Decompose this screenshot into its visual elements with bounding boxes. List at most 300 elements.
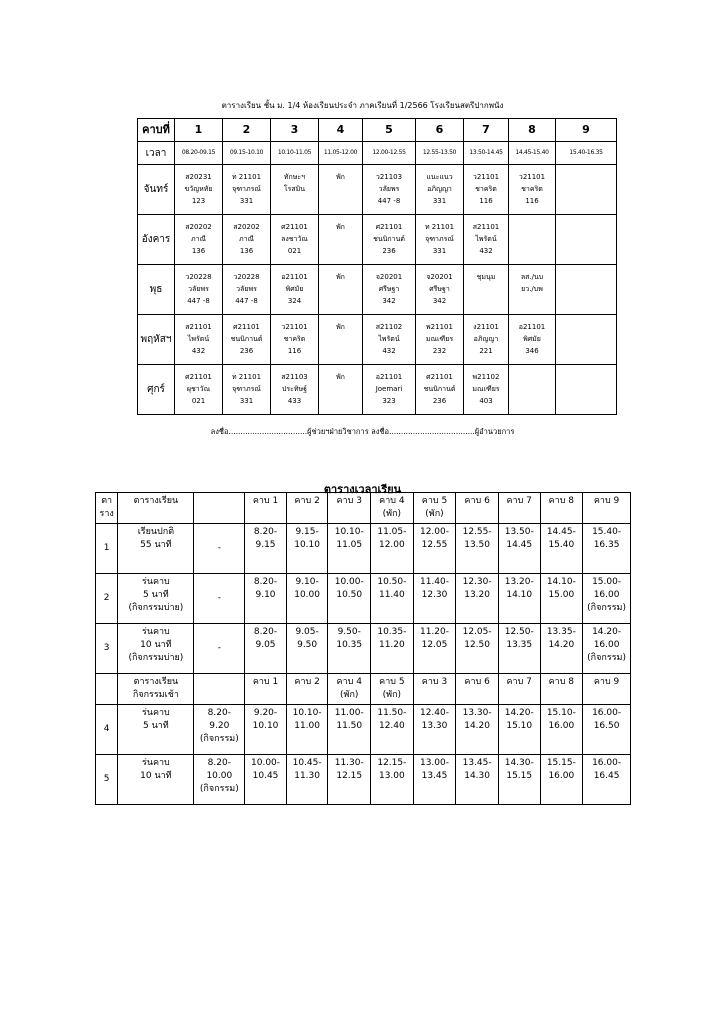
cell-line: 11.50- xyxy=(377,708,407,718)
schedule-cell xyxy=(175,265,223,315)
cell-line: วลัยพร xyxy=(188,285,209,293)
schedule-cell xyxy=(271,315,319,365)
cell-line: 9.20 xyxy=(209,721,230,731)
schedule-cell xyxy=(363,165,416,215)
cell-line: 16.00 xyxy=(548,771,575,781)
timing-slot xyxy=(456,705,499,755)
cell-line: ไพรัตน์ xyxy=(475,235,497,243)
cell-line: 12.50- xyxy=(504,627,534,637)
cell-line: 14.20 xyxy=(464,721,490,731)
timing-slot xyxy=(245,705,287,755)
cell-line: ร่นคาบ xyxy=(142,627,170,637)
cell-line: 13.45- xyxy=(462,758,492,768)
cell-line: 14.10 xyxy=(506,590,533,600)
period-time: 10.10-11.05 xyxy=(271,142,319,165)
period-time: 08.20-09.15 xyxy=(175,142,223,165)
period-number: 9 xyxy=(556,119,617,142)
day-name: พุธ xyxy=(138,265,175,315)
schedule-cell xyxy=(556,315,617,365)
timing-slot xyxy=(498,624,540,674)
timing-period-header xyxy=(328,674,371,705)
schedule-cell xyxy=(509,365,556,415)
cell-line: 55 นาที xyxy=(140,540,172,550)
cell-line: 5 นาที xyxy=(143,721,169,731)
cell-line: - xyxy=(217,593,221,603)
schedule-cell xyxy=(175,365,223,415)
timing-row-name xyxy=(118,624,194,674)
timing-subheader-row xyxy=(96,674,631,705)
cell-line: 447 -8 xyxy=(235,297,258,305)
cell-line: 433 xyxy=(287,397,302,405)
timing-slot xyxy=(413,574,456,624)
cell-line: จุฑาภรณ์ xyxy=(425,235,454,243)
cell-line: 12.15 xyxy=(336,771,363,781)
cell-line: ว20228 xyxy=(185,273,212,281)
schedule-cell xyxy=(464,165,509,215)
cell-line: - xyxy=(217,643,221,653)
cell-line: 13.45 xyxy=(421,771,448,781)
schedule-cell xyxy=(271,265,319,315)
cell-line: คาบ 1 xyxy=(252,496,279,506)
cell-line: 432 xyxy=(191,347,206,355)
page-title: ตารางเรียน ชั้น ม. 1/4 ห้องเรียนประจำ ภาคเรียนที่ 1/2566 โรงเรียนสตรีปากพนัง xyxy=(221,101,504,110)
period-time: 09.15-10.10 xyxy=(223,142,271,165)
timing-slot xyxy=(286,755,328,805)
schedule-cell xyxy=(319,165,363,215)
cell-line: (กิจกรรม) xyxy=(587,603,626,613)
cell-line: ชนนิกานต์ xyxy=(373,235,405,243)
period-number: 8 xyxy=(509,119,556,142)
timing-header-cell xyxy=(96,493,118,524)
cell-line: 9.50- xyxy=(337,627,361,637)
timing-pre-slot xyxy=(194,524,245,574)
schedule-header-row xyxy=(138,119,617,142)
timing-row-number: 5 xyxy=(96,755,118,805)
period-time: 12.00-12.55 xyxy=(363,142,416,165)
cell-line: 14.30 xyxy=(464,771,490,781)
cell-line: 15.15- xyxy=(546,758,576,768)
cell-line: 14.20 xyxy=(548,640,575,650)
cell-line: 13.20 xyxy=(464,590,490,600)
timing-row xyxy=(96,624,631,674)
cell-line: 14.30- xyxy=(504,758,534,768)
cell-line: 11.30 xyxy=(294,771,320,781)
cell-line: 10.45 xyxy=(252,771,279,781)
cell-line: ว21101 xyxy=(472,173,500,181)
cell-line: พัก xyxy=(336,323,345,331)
timing-row xyxy=(96,574,631,624)
period-time: 13.50-14.45 xyxy=(464,142,509,165)
timing-slot xyxy=(540,524,583,574)
cell-line: มณเฑียร xyxy=(425,335,454,343)
cell-line: 16.00- xyxy=(592,758,622,768)
timing-slot xyxy=(583,755,631,805)
cell-line: โรสมิน xyxy=(283,185,306,193)
schedule-cell xyxy=(223,165,271,215)
cell-line: ผุชาวัณ xyxy=(186,385,211,393)
period-time: 11.05-12.00 xyxy=(319,142,363,165)
schedule-cell xyxy=(416,365,464,415)
period-time: 15.40-16.35 xyxy=(556,142,617,165)
cell-line: 447 -8 xyxy=(377,197,401,205)
timing-period-header xyxy=(583,493,631,524)
cell-line: (กิจกรรม) xyxy=(199,784,239,794)
cell-line: พัก xyxy=(336,173,345,181)
cell-line: 403 xyxy=(479,397,493,405)
cell-line: 11.05 xyxy=(336,540,363,550)
timing-period-header xyxy=(413,493,456,524)
cell-line: (พัก) xyxy=(382,509,402,519)
schedule-cell xyxy=(223,265,271,315)
timing-slot xyxy=(456,574,499,624)
cell-line: 13.20- xyxy=(504,577,534,587)
timing-slot xyxy=(583,705,631,755)
cell-line: 331 xyxy=(432,247,447,255)
cell-line: 13.35- xyxy=(546,627,576,637)
cell-line: พิศมัย xyxy=(285,285,304,293)
schedule-cell xyxy=(416,215,464,265)
cell-line: 346 xyxy=(525,347,539,355)
timing-period-header xyxy=(540,493,583,524)
cell-line: ภาณี xyxy=(238,235,255,243)
cell-line: จ20201 xyxy=(375,273,403,281)
cell-line: ภาณี xyxy=(190,235,207,243)
cell-line: 136 xyxy=(191,247,206,255)
cell-line: คาบ 9 xyxy=(593,677,620,687)
timing-slot xyxy=(245,524,287,574)
cell-line: 16.00 xyxy=(548,721,575,731)
timing-period-header xyxy=(413,674,456,705)
timing-period-header xyxy=(328,493,371,524)
cell-line: มณเฑียร xyxy=(472,385,500,393)
cell-line: 11.50 xyxy=(336,721,363,731)
cell-line: 14.20- xyxy=(592,627,622,637)
cell-line: 10 นาที xyxy=(140,640,172,650)
day-name: อังคาร xyxy=(138,215,175,265)
timing-table-title: ตารางเวลาเรียน xyxy=(323,483,402,496)
schedule-cell xyxy=(509,315,556,365)
cell-line: จ20201 xyxy=(426,273,453,281)
timing-slot xyxy=(456,624,499,674)
cell-line: จุฑาภรณ์ xyxy=(232,185,261,193)
cell-line: 16.50 xyxy=(593,721,620,731)
cell-line: 15.10- xyxy=(546,708,576,718)
cell-line: คาบ 6 xyxy=(464,677,490,687)
cell-line: คาบ 4 xyxy=(336,677,362,687)
cell-line: 11.20- xyxy=(419,627,449,637)
cell-line: 432 xyxy=(382,347,396,355)
cell-line: 432 xyxy=(479,247,493,255)
cell-line: ยว./บพ xyxy=(521,285,543,293)
schedule-cell xyxy=(271,165,319,215)
cell-line: 221 xyxy=(479,347,493,355)
cell-line: ร่นคาบ xyxy=(142,708,170,718)
timing-slot xyxy=(371,574,414,624)
cell-line: ว21101 xyxy=(281,323,308,331)
schedule-cell xyxy=(464,215,509,265)
cell-line: ตารางเรียน xyxy=(133,677,179,687)
cell-line: ชุมนุม xyxy=(476,273,496,281)
cell-line: 116 xyxy=(479,197,493,205)
schedule-cell xyxy=(363,315,416,365)
schedule-cell xyxy=(175,165,223,215)
cell-line: 10.10- xyxy=(334,527,364,537)
cell-line: 12.55 xyxy=(421,540,448,550)
cell-line: 8.20- xyxy=(207,708,231,718)
cell-line: ตา xyxy=(101,496,113,506)
cell-line: คาบ 5 xyxy=(379,677,405,687)
time-label: เวลา xyxy=(138,142,175,165)
cell-line: พัก xyxy=(336,223,345,231)
schedule-cell xyxy=(556,365,617,415)
schedule-day-row xyxy=(138,315,617,365)
cell-line: วลัยพร xyxy=(378,185,400,193)
timing-slot xyxy=(286,574,328,624)
cell-line: 9.15 xyxy=(255,540,276,550)
cell-line: 10.10 xyxy=(294,540,320,550)
cell-line: ศ21101 xyxy=(375,223,403,231)
day-name: ศุกร์ xyxy=(138,365,175,415)
timing-slot xyxy=(456,755,499,805)
cell-line: ตารางเรียน xyxy=(133,496,179,506)
schedule-cell xyxy=(223,215,271,265)
schedule-cell xyxy=(363,215,416,265)
cell-line: 10.00- xyxy=(334,577,364,587)
timing-slot xyxy=(583,574,631,624)
cell-line: ศรีษฐา xyxy=(378,285,400,293)
cell-line: (กิจกรรมบ่าย) xyxy=(128,603,184,613)
timing-period-header xyxy=(540,674,583,705)
cell-line: คาบ 4 xyxy=(379,496,405,506)
cell-line: 11.20 xyxy=(378,640,405,650)
cell-line: 13.30- xyxy=(462,708,492,718)
period-number: 5 xyxy=(363,119,416,142)
timing-row-number: 4 xyxy=(96,705,118,755)
schedule-cell xyxy=(271,365,319,415)
period-time: 12.55-13.50 xyxy=(416,142,464,165)
timing-slot xyxy=(371,755,414,805)
schedule-cell xyxy=(175,315,223,365)
cell-line: 16.00- xyxy=(592,708,622,718)
period-number: 3 xyxy=(271,119,319,142)
cell-line: 12.50 xyxy=(464,640,490,650)
cell-line: (พัก) xyxy=(425,509,444,519)
cell-line: 15.40- xyxy=(592,527,622,537)
cell-line: 021 xyxy=(287,247,302,255)
timing-slot xyxy=(371,524,414,574)
timing-row xyxy=(96,524,631,574)
schedule-time-row xyxy=(138,142,617,165)
cell-line: 11.40 xyxy=(378,590,405,600)
timing-slot xyxy=(540,705,583,755)
timing-period-header xyxy=(245,493,287,524)
schedule-cell xyxy=(509,165,556,215)
cell-line: คาบ 7 xyxy=(506,496,532,506)
timing-pre-slot xyxy=(194,574,245,624)
cell-line: ว20228 xyxy=(233,273,260,281)
cell-line: พัก xyxy=(336,273,345,281)
schedule-cell xyxy=(363,265,416,315)
cell-line: ลงชาวัณ xyxy=(281,235,308,243)
cell-line: 123 xyxy=(191,197,206,205)
cell-line: ส21103 xyxy=(281,373,308,381)
cell-line: 15.10 xyxy=(506,721,533,731)
cell-line: 331 xyxy=(432,197,447,205)
timing-slot xyxy=(245,624,287,674)
cell-line: ส21101 xyxy=(185,323,212,331)
signature-line: ลงชื่อ.................................ผู้ช่วยฯฝ่ายวิชาการ ลงชื่อ....................................ผู้อำนวยการ xyxy=(210,427,515,436)
schedule-day-row xyxy=(138,365,617,415)
cell-line: (พัก) xyxy=(382,690,402,700)
cell-line: 14.20- xyxy=(504,708,534,718)
cell-line: 10.10- xyxy=(292,708,322,718)
cell-line: 15.15 xyxy=(506,771,533,781)
timing-slot xyxy=(413,524,456,574)
timing-header-cell xyxy=(118,674,194,705)
cell-line: ส20231 xyxy=(185,173,212,181)
cell-line: 12.55- xyxy=(462,527,492,537)
cell-line: ชาคริต xyxy=(283,335,306,343)
timing-slot xyxy=(413,705,456,755)
cell-line: 12.40 xyxy=(378,721,405,731)
cell-line: ท 21101 xyxy=(231,173,262,181)
cell-line: พิศมัย xyxy=(523,335,541,343)
cell-line: คาบ 8 xyxy=(548,677,575,687)
cell-line: คาบ 2 xyxy=(294,496,320,506)
schedule-cell xyxy=(363,365,416,415)
cell-line: อ21101 xyxy=(518,323,546,331)
cell-line: 12.00- xyxy=(419,527,449,537)
cell-line: คาบ 7 xyxy=(506,677,532,687)
cell-line: 14.10- xyxy=(546,577,576,587)
timing-period-header xyxy=(498,493,540,524)
cell-line: ว21101 xyxy=(518,173,546,181)
cell-line: ส21102 xyxy=(375,323,403,331)
cell-line: ขวัญหทัย xyxy=(184,185,213,193)
day-name: พฤหัสฯ xyxy=(138,315,175,365)
cell-line: 9.50 xyxy=(297,640,318,650)
cell-line: 5 นาที xyxy=(143,590,169,600)
cell-line: 16.00 xyxy=(593,640,620,650)
timing-slot xyxy=(245,755,287,805)
timing-period-header xyxy=(286,493,328,524)
cell-line: 10.35- xyxy=(377,627,407,637)
cell-line: ชาคริต xyxy=(521,185,543,193)
timing-slot xyxy=(498,574,540,624)
period-number: 2 xyxy=(223,119,271,142)
cell-line: ส20202 xyxy=(185,223,212,231)
cell-line: 021 xyxy=(191,397,206,405)
cell-line: 11.40- xyxy=(419,577,449,587)
cell-line: ศ21101 xyxy=(426,373,453,381)
cell-line: 8.20- xyxy=(253,627,278,637)
cell-line: (พัก) xyxy=(340,690,359,700)
timing-slot xyxy=(371,705,414,755)
cell-line: ศ21101 xyxy=(281,223,308,231)
timing-table xyxy=(95,492,631,805)
timing-slot xyxy=(413,624,456,674)
schedule-cell xyxy=(416,315,464,365)
cell-line: อภิญญา xyxy=(473,335,499,343)
timing-slot xyxy=(328,524,371,574)
schedule-cell xyxy=(556,265,617,315)
cell-line: คาบ 1 xyxy=(252,677,279,687)
cell-line: ศ21101 xyxy=(185,373,212,381)
timing-slot xyxy=(328,574,371,624)
cell-line: ไพรัตน์ xyxy=(187,335,210,343)
schedule-cell xyxy=(319,365,363,415)
cell-line: 236 xyxy=(239,347,254,355)
timing-header-cell xyxy=(118,493,194,524)
cell-line: ลส./นบ xyxy=(520,273,544,281)
cell-line: ประทิษฐ์ xyxy=(281,385,308,393)
day-name: จันทร์ xyxy=(138,165,175,215)
timing-period-header xyxy=(456,674,499,705)
timing-header-cell xyxy=(194,493,245,524)
cell-line: 12.30 xyxy=(421,590,448,600)
cell-line: 8.20- xyxy=(253,527,278,537)
cell-line: 9.15- xyxy=(295,527,319,537)
timing-slot xyxy=(583,524,631,574)
cell-line: 236 xyxy=(382,247,396,255)
cell-line: คาบ 8 xyxy=(548,496,575,506)
timing-period-header xyxy=(456,493,499,524)
timing-period-header xyxy=(245,674,287,705)
schedule-cell xyxy=(223,315,271,365)
timing-slot xyxy=(328,705,371,755)
cell-line: จุฑาภรณ์ xyxy=(232,385,261,393)
cell-line: อ21101 xyxy=(281,273,308,281)
cell-line: 116 xyxy=(287,347,302,355)
timing-pre-slot xyxy=(194,755,245,805)
schedule-cell xyxy=(416,165,464,215)
cell-line: 12.40- xyxy=(419,708,449,718)
cell-line: ร่นคาบ xyxy=(142,758,170,768)
cell-line: ชนนิกานต์ xyxy=(423,385,456,393)
period-number: 1 xyxy=(175,119,223,142)
timing-slot xyxy=(413,755,456,805)
cell-line: 10.00 xyxy=(206,771,233,781)
cell-line: 136 xyxy=(239,247,254,255)
timing-slot xyxy=(245,574,287,624)
timing-slot xyxy=(540,624,583,674)
cell-line: แนะแนว xyxy=(426,173,453,181)
period-corner-label: คาบที่ xyxy=(138,119,175,142)
schedule-cell xyxy=(509,265,556,315)
cell-line: ร่นคาบ xyxy=(142,577,170,587)
cell-line: 10.00 xyxy=(294,590,320,600)
period-number: 7 xyxy=(464,119,509,142)
schedule-cell xyxy=(319,215,363,265)
cell-line: ไพรัตน์ xyxy=(378,335,400,343)
cell-line: 10.00- xyxy=(251,758,281,768)
timing-period-header xyxy=(286,674,328,705)
timing-row-number: 1 xyxy=(96,524,118,574)
schedule-cell xyxy=(319,315,363,365)
timing-slot xyxy=(328,624,371,674)
cell-line: 8.20- xyxy=(207,758,231,768)
timing-period-header xyxy=(371,674,414,705)
timing-slot xyxy=(286,524,328,574)
schedule-cell xyxy=(271,215,319,265)
cell-line: 8.20- xyxy=(253,577,278,587)
timing-slot xyxy=(456,524,499,574)
cell-line: 11.05- xyxy=(377,527,407,537)
cell-line: 13.50- xyxy=(504,527,534,537)
timing-slot xyxy=(540,755,583,805)
cell-line: 342 xyxy=(382,297,396,305)
schedule-cell xyxy=(464,315,509,365)
